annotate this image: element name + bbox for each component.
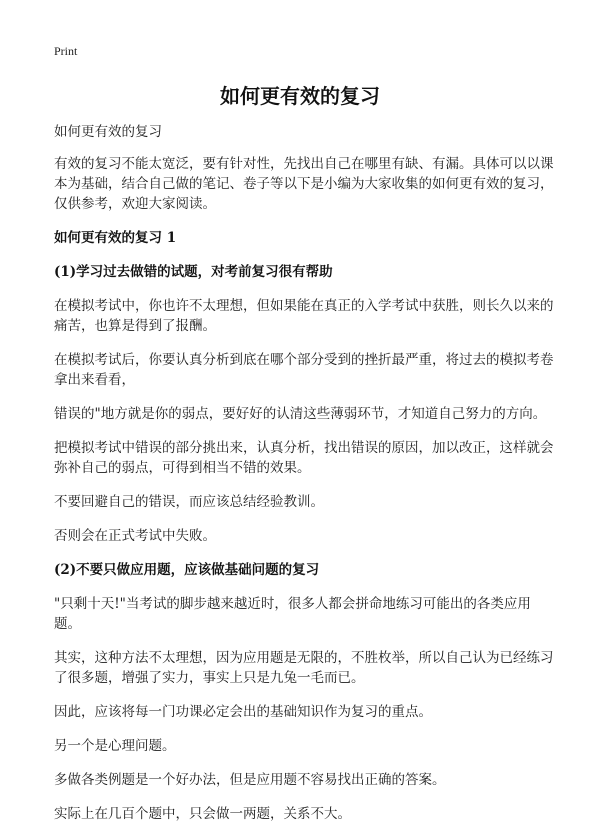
paragraph: 在模拟考试后，你要认真分析到底在哪个部分受到的挫折最严重，将过去的模拟考卷拿出来看看， [54, 352, 554, 388]
paragraph: 错误的"地方就是你的弱点，要好好的认清这些薄弱环节，才知道自己努力的方向。 [54, 406, 547, 422]
page-title: 如何更有效的复习 [220, 84, 380, 108]
paragraph: 其实，这种方法不太理想，因为应用题是无限的，不胜枚举，所以自己认为已经练习了很多题，增强了实力，事实上只是九兔一毛而已。 [54, 650, 554, 686]
paragraph: 实际上在几百个题中，只会做一两题，关系不大。 [54, 806, 351, 822]
paragraph: 不要回避自己的错误，而应该总结经验教训。 [54, 494, 324, 510]
article-body [54, 122, 556, 838]
intro-paragraph: 有效的复习不能太宽泛，要有针对性，先找出自己在哪里有缺、有漏。具体可以以课本为基础，结合自己做的笔记、卷子等以下是小编为大家收集的如何更有效的复习，仅供参考，欢迎大家阅读。 [54, 156, 554, 212]
paragraph: 在模拟考试中，你也许不太理想，但如果能在真正的入学考试中获胜，则长久以来的痛苦，也算是得到了报酬。 [54, 298, 554, 334]
point-heading-1: (1)学习过去做错的试题，对考前复习很有帮助 [54, 264, 333, 280]
paragraph: 否则会在正式考试中失败。 [54, 528, 216, 544]
paragraph: 多做各类例题是一个好办法，但是应用题不容易找出正确的答案。 [54, 772, 446, 788]
section-heading: 如何更有效的复习 1 [54, 230, 177, 246]
point-heading-2: (2)不要只做应用题，应该做基础问题的复习 [54, 562, 320, 578]
print-link[interactable]: Print [54, 44, 78, 58]
paragraph: 把模拟考试中错误的部分挑出来，认真分析，找出错误的原因，加以改正，这样就会弥补自己的弱点，可得到相当不错的效果。 [54, 440, 554, 476]
article-subtitle: 如何更有效的复习 [54, 124, 162, 140]
paragraph: 因此，应该将每一门功课必定会出的基础知识作为复习的重点。 [54, 704, 432, 720]
paragraph: 另一个是心理问题。 [54, 738, 176, 754]
paragraph: "只剩十天!"当考试的脚步越来越近时，很多人都会拼命地练习可能出的各类应用题。 [54, 596, 531, 632]
